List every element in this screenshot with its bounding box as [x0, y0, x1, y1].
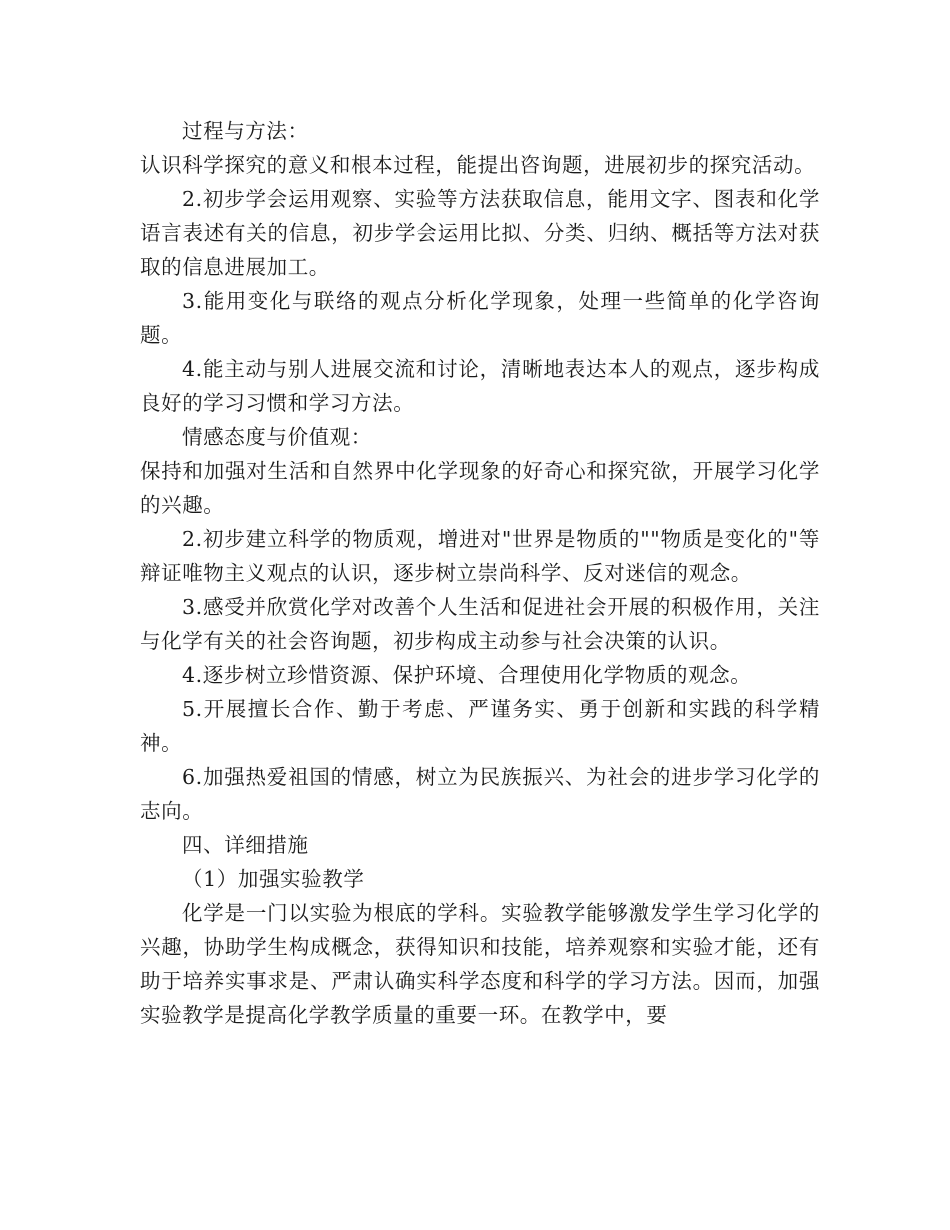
paragraph: 5.开展擅长合作、勤于考虑、严谨务实、勇于创新和实践的科学精神。	[140, 697, 820, 755]
paragraph: 3.感受并欣赏化学对改善个人生活和促进社会开展的积极作用，关注与化学有关的社会咨询题，初步构成主动参与社会决策的认识。	[140, 595, 820, 653]
paragraph: 4.能主动与别人进展交流和讨论，清晰地表达本人的观点，逐步构成良好的学习习惯和学习方法。	[140, 357, 820, 415]
paragraph: 保持和加强对生活和自然界中化学现象的好奇心和探究欲，开展学习化学的兴趣。	[140, 459, 820, 517]
paragraph: 6.加强热爱祖国的情感，树立为民族振兴、为社会的进步学习化学的志向。	[140, 765, 820, 823]
section-heading-attitudes-values: 情感态度与价值观：	[182, 425, 372, 449]
document-body	[140, 114, 820, 1032]
paragraph: 化学是一门以实验为根底的学科。实验教学能够激发学生学习化学的兴趣，协助学生构成概念，获得知识和技能，培养观察和实验才能，还有助于培养实事求是、严肃认确实科学态度和科学的学习方法。因而，加强实验教学是提高化学教学质量的重要一环。在教学中，要	[140, 901, 820, 1027]
paragraph: 2.初步学会运用观察、实验等方法获取信息，能用文字、图表和化学语言表述有关的信息，初步学会运用比拟、分类、归纳、概括等方法对获取的信息进展加工。	[140, 187, 820, 279]
section-heading-measures: 四、详细措施	[182, 833, 309, 857]
paragraph: 3.能用变化与联络的观点分析化学现象，处理一些简单的化学咨询题。	[140, 289, 820, 347]
paragraph: 认识科学探究的意义和根本过程，能提出咨询题，进展初步的探究活动。	[140, 153, 816, 177]
subsection-heading-experiment-teaching: （1）加强实验教学	[182, 867, 365, 891]
paragraph: 2.初步建立科学的物质观，增进对"世界是物质的""物质是变化的"等辩证唯物主义观点的认识，逐步树立崇尚科学、反对迷信的观念。	[140, 527, 820, 585]
paragraph: 4.逐步树立珍惜资源、保护环境、合理使用化学物质的观念。	[182, 663, 752, 687]
section-heading-process-methods: 过程与方法：	[182, 119, 309, 143]
